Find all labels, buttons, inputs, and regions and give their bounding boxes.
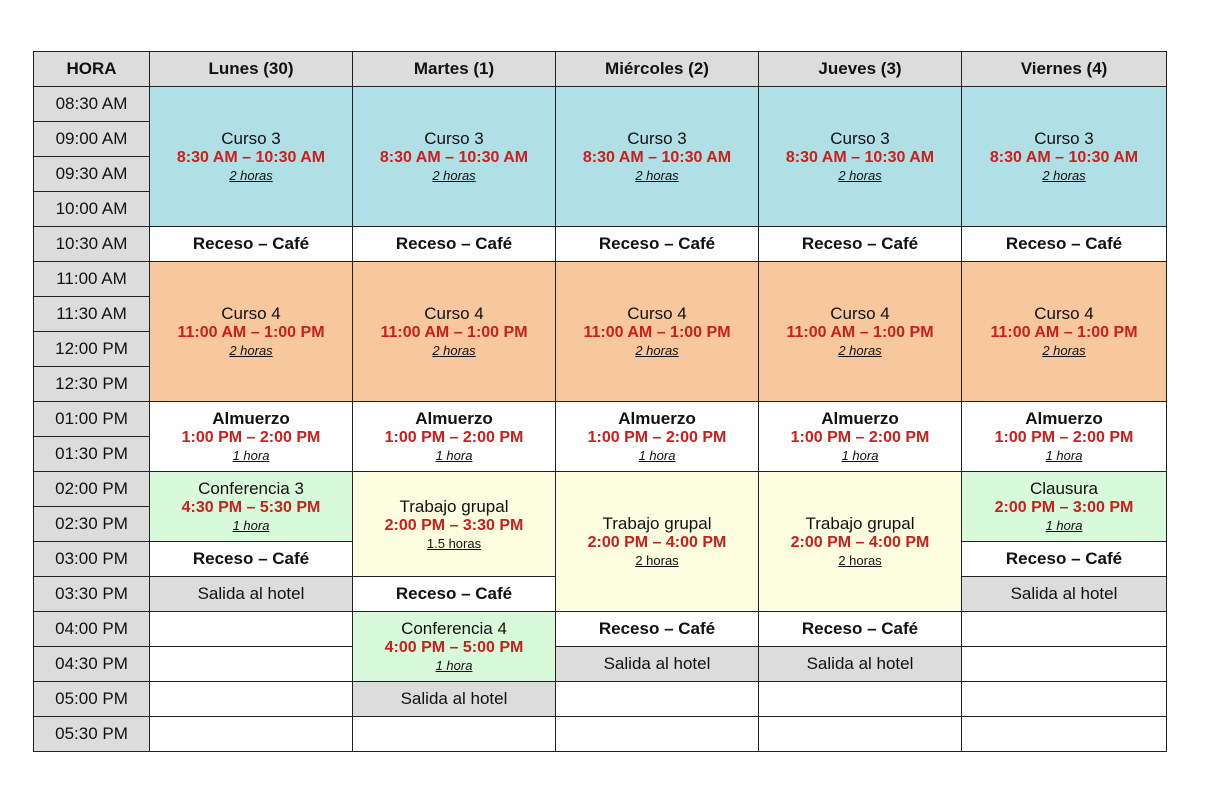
table-row	[34, 472, 1167, 507]
header-day-lunes: Lunes (30)	[150, 52, 353, 87]
session-title: Curso 4	[627, 304, 687, 323]
empty-cell	[556, 717, 759, 752]
session-duration: 2 horas	[432, 343, 476, 358]
session-curso-3	[556, 87, 759, 227]
hotel-departure: Salida al hotel	[962, 577, 1167, 612]
session-curso-4	[759, 262, 962, 402]
time-cell: 11:30 AM	[34, 297, 150, 332]
session-title: Almuerzo	[821, 409, 899, 428]
time-cell: 03:00 PM	[34, 542, 150, 577]
session-title: Curso 3	[830, 129, 890, 148]
table-row	[34, 87, 1167, 122]
time-cell: 02:30 PM	[34, 507, 150, 542]
session-title: Conferencia 3	[198, 479, 304, 498]
session-trabajo-grupal	[556, 472, 759, 612]
table-row	[34, 717, 1167, 752]
empty-cell	[962, 717, 1167, 752]
header-hora: HORA	[34, 52, 150, 87]
session-duration: 2 horas	[1042, 168, 1086, 183]
session-curso-4	[150, 262, 353, 402]
empty-cell	[353, 717, 556, 752]
session-time: 2:00 PM – 3:00 PM	[994, 499, 1134, 516]
time-cell: 02:00 PM	[34, 472, 150, 507]
session-trabajo-grupal	[353, 472, 556, 577]
session-almuerzo	[962, 402, 1167, 472]
session-curso-3	[353, 87, 556, 227]
empty-cell	[150, 647, 353, 682]
table-row	[34, 682, 1167, 717]
table-row	[34, 612, 1167, 647]
session-time: 8:30 AM – 10:30 AM	[989, 149, 1139, 166]
session-time: 11:00 AM – 1:00 PM	[177, 324, 325, 341]
session-title: Trabajo grupal	[602, 514, 712, 533]
session-duration: 2 horas	[1042, 343, 1086, 358]
session-title: Curso 3	[627, 129, 687, 148]
break-cafe: Receso – Café	[150, 542, 353, 577]
session-title: Clausura	[1029, 479, 1099, 498]
break-cafe: Receso – Café	[353, 577, 556, 612]
session-time: 8:30 AM – 10:30 AM	[785, 149, 935, 166]
table-row	[34, 647, 1167, 682]
session-title: Curso 3	[1034, 129, 1094, 148]
session-time: 4:00 PM – 5:00 PM	[384, 639, 524, 656]
time-cell: 04:30 PM	[34, 647, 150, 682]
session-duration: 1 hora	[841, 448, 879, 463]
session-duration: 2 horas	[229, 343, 273, 358]
session-time: 11:00 AM – 1:00 PM	[990, 324, 1138, 341]
empty-cell	[150, 717, 353, 752]
break-cafe: Receso – Café	[556, 612, 759, 647]
time-cell: 10:00 AM	[34, 192, 150, 227]
session-time: 11:00 AM – 1:00 PM	[583, 324, 731, 341]
session-duration: 1 hora	[638, 448, 676, 463]
session-title: Almuerzo	[415, 409, 493, 428]
empty-cell	[150, 612, 353, 647]
session-time: 8:30 AM – 10:30 AM	[176, 149, 326, 166]
header-day-martes: Martes (1)	[353, 52, 556, 87]
session-title: Curso 4	[424, 304, 484, 323]
session-duration: 2 horas	[635, 553, 679, 568]
session-almuerzo	[556, 402, 759, 472]
time-cell: 12:30 PM	[34, 367, 150, 402]
table-row	[34, 402, 1167, 437]
session-time: 11:00 AM – 1:00 PM	[786, 324, 934, 341]
time-cell: 01:30 PM	[34, 437, 150, 472]
hotel-departure: Salida al hotel	[353, 682, 556, 717]
empty-cell	[759, 682, 962, 717]
session-duration: 1 hora	[232, 518, 270, 533]
empty-cell	[962, 612, 1167, 647]
session-duration: 2 horas	[635, 168, 679, 183]
break-cafe: Receso – Café	[353, 227, 556, 262]
session-time: 4:30 PM – 5:30 PM	[181, 499, 321, 516]
session-time: 1:00 PM – 2:00 PM	[181, 429, 321, 446]
schedule-table	[33, 51, 1167, 752]
session-curso-3	[150, 87, 353, 227]
session-curso-4	[962, 262, 1167, 402]
session-time: 11:00 AM – 1:00 PM	[380, 324, 528, 341]
session-title: Almuerzo	[1025, 409, 1103, 428]
session-duration: 2 horas	[838, 343, 882, 358]
session-title: Curso 4	[830, 304, 890, 323]
empty-cell	[962, 682, 1167, 717]
session-duration: 1 hora	[435, 658, 473, 673]
session-time: 1:00 PM – 2:00 PM	[994, 429, 1134, 446]
session-curso-4	[556, 262, 759, 402]
session-time: 1:00 PM – 2:00 PM	[790, 429, 930, 446]
session-duration: 1 hora	[1045, 448, 1083, 463]
session-title: Trabajo grupal	[805, 514, 915, 533]
session-almuerzo	[150, 402, 353, 472]
empty-cell	[150, 682, 353, 717]
time-cell: 03:30 PM	[34, 577, 150, 612]
session-time: 2:00 PM – 3:30 PM	[384, 516, 524, 534]
session-curso-3	[759, 87, 962, 227]
session-duration: 2 horas	[838, 553, 882, 568]
break-cafe: Receso – Café	[556, 227, 759, 262]
table-row	[34, 262, 1167, 297]
hotel-departure: Salida al hotel	[759, 647, 962, 682]
table-row	[34, 227, 1167, 262]
session-almuerzo	[759, 402, 962, 472]
session-curso-4	[353, 262, 556, 402]
session-curso-3	[962, 87, 1167, 227]
session-duration: 1 hora	[1045, 518, 1083, 533]
time-cell: 08:30 AM	[34, 87, 150, 122]
session-time: 8:30 AM – 10:30 AM	[379, 149, 529, 166]
break-cafe: Receso – Café	[759, 612, 962, 647]
session-duration: 1.5 horas	[426, 535, 482, 551]
session-title: Curso 3	[221, 129, 281, 148]
time-cell: 05:30 PM	[34, 717, 150, 752]
break-cafe: Receso – Café	[962, 227, 1167, 262]
time-cell: 04:00 PM	[34, 612, 150, 647]
session-title: Curso 4	[1034, 304, 1094, 323]
session-title: Almuerzo	[212, 409, 290, 428]
session-title: Conferencia 4	[401, 619, 507, 638]
session-time: 2:00 PM – 4:00 PM	[790, 534, 930, 551]
session-title: Curso 4	[221, 304, 281, 323]
time-cell: 09:00 AM	[34, 122, 150, 157]
hotel-departure: Salida al hotel	[556, 647, 759, 682]
session-duration: 1 hora	[232, 448, 270, 463]
break-cafe: Receso – Café	[962, 542, 1167, 577]
break-cafe: Receso – Café	[150, 227, 353, 262]
session-clausura	[962, 472, 1167, 542]
session-duration: 1 hora	[435, 448, 473, 463]
session-title: Curso 3	[424, 129, 484, 148]
session-conferencia-4	[353, 612, 556, 682]
time-cell: 09:30 AM	[34, 157, 150, 192]
session-trabajo-grupal	[759, 472, 962, 612]
session-duration: 2 horas	[838, 168, 882, 183]
header-day-miercoles: Miércoles (2)	[556, 52, 759, 87]
header-day-viernes: Viernes (4)	[962, 52, 1167, 87]
empty-cell	[759, 717, 962, 752]
session-duration: 2 horas	[432, 168, 476, 183]
empty-cell	[556, 682, 759, 717]
session-time: 1:00 PM – 2:00 PM	[384, 429, 524, 446]
break-cafe: Receso – Café	[759, 227, 962, 262]
empty-cell	[962, 647, 1167, 682]
header-row	[34, 52, 1167, 87]
time-cell: 01:00 PM	[34, 402, 150, 437]
time-cell: 12:00 PM	[34, 332, 150, 367]
session-almuerzo	[353, 402, 556, 472]
session-time: 2:00 PM – 4:00 PM	[587, 534, 727, 551]
session-time: 1:00 PM – 2:00 PM	[587, 429, 727, 446]
session-title: Trabajo grupal	[399, 496, 509, 516]
session-time: 8:30 AM – 10:30 AM	[582, 149, 732, 166]
session-duration: 2 horas	[635, 343, 679, 358]
session-duration: 2 horas	[229, 168, 273, 183]
time-cell: 11:00 AM	[34, 262, 150, 297]
header-day-jueves: Jueves (3)	[759, 52, 962, 87]
session-conferencia-3	[150, 472, 353, 542]
session-title: Almuerzo	[618, 409, 696, 428]
time-cell: 10:30 AM	[34, 227, 150, 262]
hotel-departure: Salida al hotel	[150, 577, 353, 612]
time-cell: 05:00 PM	[34, 682, 150, 717]
